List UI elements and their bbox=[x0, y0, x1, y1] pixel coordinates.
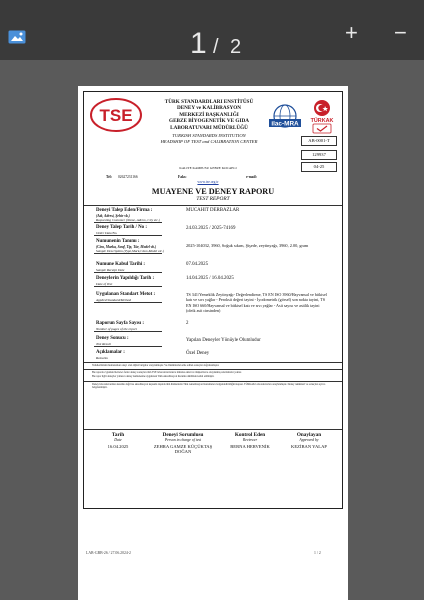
svg-text:TÜRKAK: TÜRKAK bbox=[310, 118, 334, 124]
report-date-code: 04-25 bbox=[301, 162, 337, 172]
field-label: Deneyi Talep Eden/Firma : bbox=[96, 208, 153, 213]
field-underline bbox=[94, 235, 162, 236]
fax-label: Faks: bbox=[178, 175, 187, 179]
field-label-en: Applied Standard/Method bbox=[96, 297, 132, 302]
divider bbox=[84, 362, 342, 363]
field-underline bbox=[94, 222, 162, 223]
signature-reviewer bbox=[220, 432, 280, 449]
standard-line: TS 341/Yemeklik Zeytinyağı- Değerlendirme, TS EN ISO 3960/Hayvansal ve bitkisel bbox=[186, 292, 327, 297]
institution-name-en bbox=[154, 133, 264, 144]
report-number: 129937 bbox=[301, 150, 337, 160]
note: Yetkilerimizin muntazaman onayı olan dijital bulgular onaylanmıştır. Ve dökümlerden elde edilen sonuçlar doğrulanmıştır. bbox=[92, 364, 220, 367]
field-underline bbox=[94, 302, 162, 303]
field-label: Uygulanan Standart Metot : bbox=[96, 292, 156, 297]
signature-name: 16.04.2025 bbox=[107, 444, 129, 449]
signature-role: Onaylayan bbox=[296, 432, 322, 438]
field-value: Özel Deney bbox=[186, 351, 210, 356]
note: Bu raporda 2 guidele Reviews ferler deney sonuçları tüm TSE laboratuvarlarınca mütalaa ekleri ve müşterilerce onaylanmış sınırlamalar yoktur. bbox=[92, 371, 242, 374]
ilac-mra-logo bbox=[268, 104, 302, 132]
standard-line: EN ISO 660/Hayvansal ve bitkisel katı ve sıvı yağlar - Asit sayısı ve asitlik tayini bbox=[186, 302, 320, 308]
tel-value: 02627231166 bbox=[118, 175, 138, 179]
lab-code: AB-0001-T bbox=[301, 136, 337, 146]
signature-role-en: Approved by bbox=[299, 438, 319, 442]
signature-role-en: Reviewer bbox=[242, 438, 258, 442]
divider bbox=[84, 429, 342, 430]
field-value: 07.04.2025 bbox=[186, 262, 209, 267]
signature-role-en: Date bbox=[114, 438, 122, 442]
field-label: Numunenin Tanımı : bbox=[96, 239, 140, 244]
field-label-en: Test Result bbox=[96, 341, 111, 346]
field-label: Numune Kabul Tarihi : bbox=[96, 262, 146, 267]
field-value: 2025-104032, 3960, Soğuk sıkım, Şişede, zeytinyağı, 3960, 2.00, gram bbox=[186, 243, 309, 248]
field-underline bbox=[94, 331, 162, 332]
header-line-en: TURKISH STANDARDS INSTITUTION bbox=[172, 133, 246, 138]
zoom-out-button[interactable]: − bbox=[394, 20, 407, 45]
field-underline bbox=[94, 253, 162, 254]
signature-name: ZEHRA GAMZE KÜÇÜKTAŞ DOĞAN bbox=[153, 444, 213, 455]
field-label: Deney Sonucu : bbox=[96, 336, 129, 341]
field-label-en: Date of Test bbox=[96, 281, 113, 286]
email-label: e-mail: bbox=[246, 175, 257, 179]
field-value: Yapılan Deneyler Yönüyle Olumludur bbox=[186, 338, 261, 343]
field-underline bbox=[94, 272, 162, 273]
field-label-en: Number of pages of the report bbox=[96, 326, 137, 331]
field-label-en: Order Date/No. bbox=[96, 230, 118, 235]
page-separator: / bbox=[213, 36, 219, 58]
signature-date bbox=[92, 432, 144, 449]
divider bbox=[84, 381, 342, 382]
viewer-toolbar bbox=[0, 0, 424, 60]
note: Deney laboratuvarımız akredite değil ise akreditasyon kapsamı dışında tüm hizmetlerin Türk Akreditasyon Kurumunca belgelendirildiğini kapsar. TÜRKAK Laboratuvarları onaylanmıştır. Deney teknikleri ve sonuçları ayrıca belgelenmiştir. bbox=[92, 383, 326, 390]
institution-name bbox=[154, 99, 264, 131]
header-line: GEBZE BİYOGENETİK VE GIDA bbox=[169, 118, 249, 125]
footer-page: 1 / 2 bbox=[314, 551, 321, 555]
zoom-in-button[interactable]: + bbox=[345, 20, 358, 45]
signature-tester bbox=[150, 432, 216, 455]
field-sublabel: (Cins, Marka, Sınıf, Tip, Tür, Model vb.) bbox=[96, 244, 157, 249]
header-line: TÜRK STANDARDLARI ENSTİTÜSÜ bbox=[164, 99, 254, 105]
field-label-en: Sample Receipt Date bbox=[96, 267, 125, 272]
signature-name: KEZİBAN YALAP bbox=[291, 444, 327, 449]
document-page bbox=[78, 86, 348, 600]
svg-text:TSE: TSE bbox=[99, 106, 133, 125]
image-icon[interactable] bbox=[8, 30, 26, 44]
current-page[interactable]: 1 bbox=[190, 27, 207, 60]
field-underline bbox=[94, 286, 162, 287]
header-line: MERKEZİ BAŞKANLIĞI bbox=[179, 111, 239, 118]
header-line: LABORATUVARI MÜDÜRLÜĞÜ bbox=[170, 124, 248, 131]
report-title-en: TEST REPORT bbox=[196, 196, 230, 202]
field-underline bbox=[94, 346, 162, 347]
field-label: Deney Talep Tarih / No : bbox=[96, 225, 147, 230]
signature-block bbox=[92, 432, 336, 462]
standard-line: katı ve sıvı yağlar - Peroksit değeri tayini - İyodometrik (görsel) son nokta tayini, TS bbox=[186, 297, 325, 303]
header-line: DENEY ve KALİBRASYON bbox=[176, 105, 242, 112]
total-pages: 2 bbox=[230, 36, 242, 58]
field-label-en: Requesting Customer (Name, Adress, City etc.) bbox=[96, 218, 160, 222]
field-label: Raporun Sayfa Sayısı : bbox=[96, 321, 144, 326]
signature-role: Tarih bbox=[111, 432, 125, 438]
report-title: MUAYENE VE DENEY RAPORU bbox=[151, 187, 275, 196]
standard-line: (oleik asit cinsinden) bbox=[186, 308, 221, 314]
tse-logo bbox=[90, 98, 142, 132]
signature-name: BERNA HERVENİK bbox=[230, 444, 270, 449]
field-value: MUCAHIT DERBAZLAR bbox=[186, 208, 240, 213]
form-code: LAB-GBB-26 / 27.06.2024-2 bbox=[86, 551, 131, 555]
signature-role-en: Person in charge of test bbox=[164, 438, 202, 442]
signature-approver bbox=[282, 432, 336, 449]
field-label-en: Sample Description (Type,Mark,Class,Model etc.) bbox=[96, 249, 165, 253]
field-label-en: Remarks bbox=[96, 355, 108, 360]
note: Bu rapor ilgili deneyler yalnızca deney numunesine uygulanan Türk Akreditasyon Kurumu dahilinde kabul edilmiştir. bbox=[92, 375, 215, 378]
signature-role: Deneyi Sorumlusu bbox=[162, 432, 204, 438]
field-value bbox=[186, 292, 327, 314]
signature-role: Kontrol Eden bbox=[234, 432, 266, 438]
field-value: 2 bbox=[186, 321, 189, 326]
divider bbox=[84, 205, 342, 206]
svg-text:ilac-MRA: ilac-MRA bbox=[271, 120, 299, 128]
divider bbox=[84, 369, 342, 370]
header-line-en: HEADSHIP OF TEST and CALIBRATION CENTER bbox=[160, 138, 258, 144]
field-value: 24.03.2025 / 2025-74169 bbox=[186, 226, 236, 231]
field-label: Deneylerin Yapıldığı Tarih : bbox=[96, 276, 155, 281]
field-sublabel: (Adı, Adresi, Şehir vb.) bbox=[96, 213, 130, 218]
field-label: Açıklamalar : bbox=[96, 350, 125, 355]
address: KALITE KAMPUSU GEBZE KOCAELI bbox=[179, 166, 237, 170]
tel-label: Tel: bbox=[106, 175, 112, 179]
field-value: 14.04.2025 / 16.04.2025 bbox=[186, 276, 234, 281]
website-link[interactable]: www.tse.org.tr bbox=[197, 180, 219, 184]
turkak-logo bbox=[306, 98, 338, 134]
